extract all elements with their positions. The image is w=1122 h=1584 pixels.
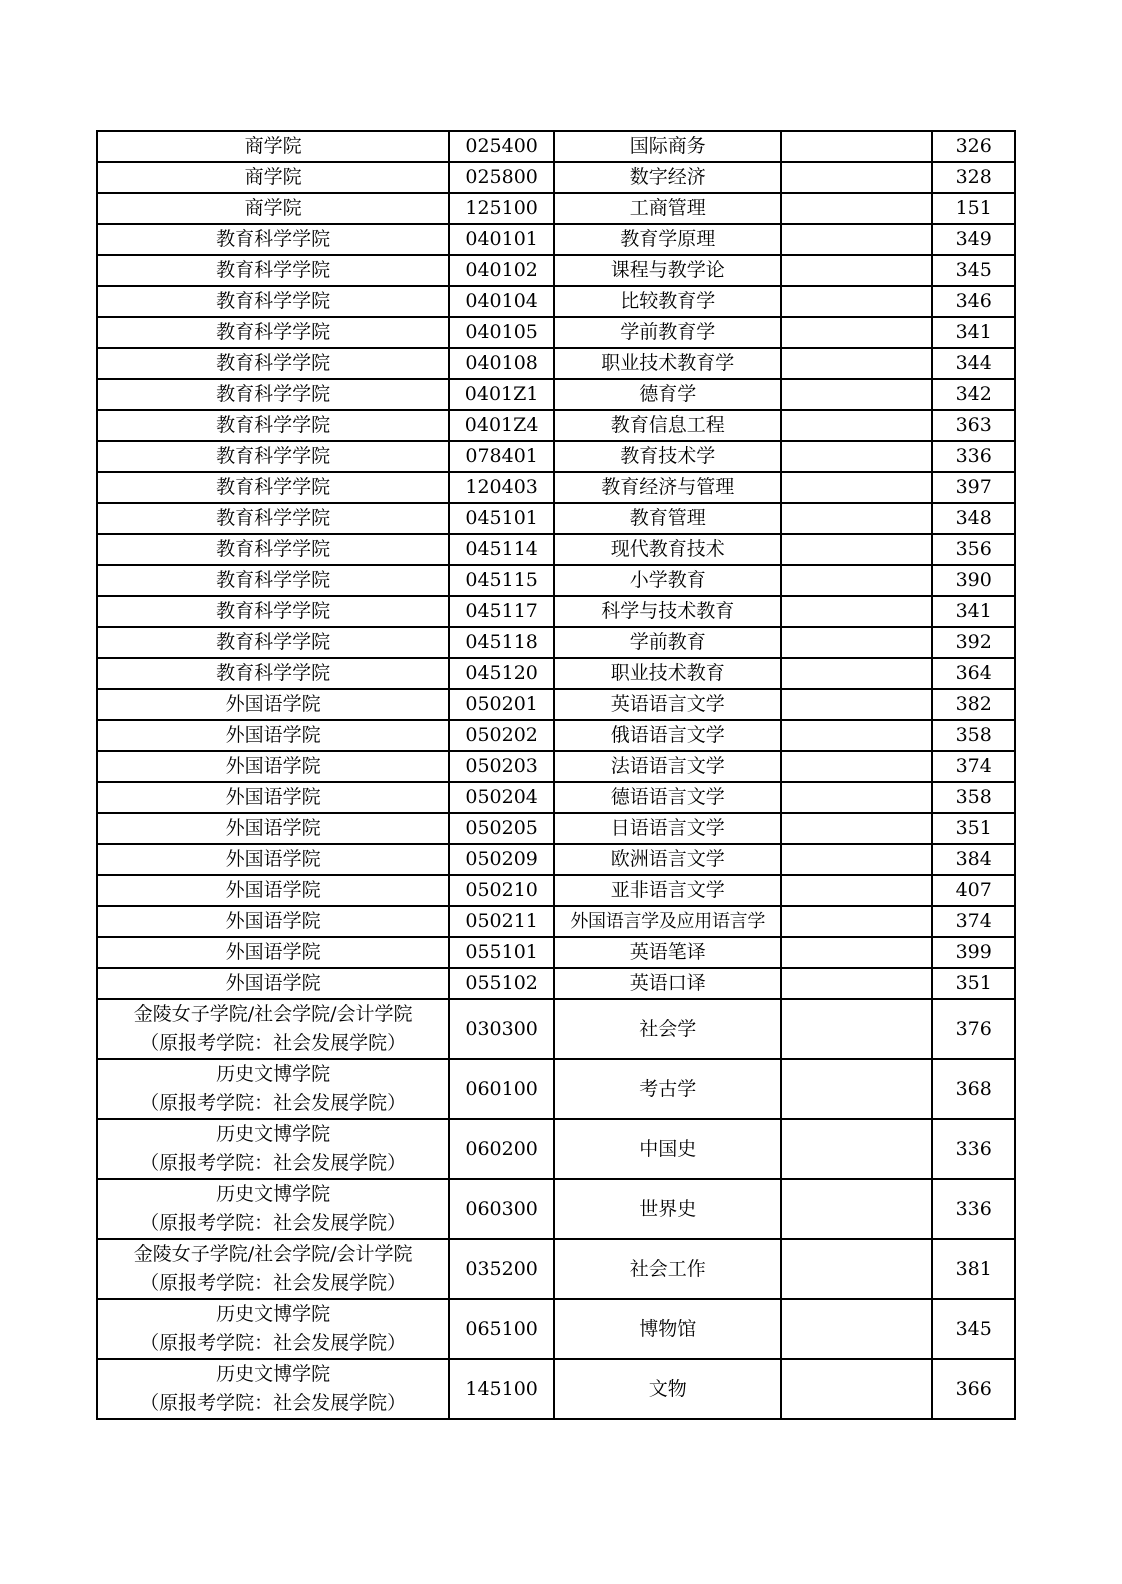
table-row (97, 565, 1015, 596)
major-code-cell: 050210 (449, 875, 554, 906)
college-cell (97, 813, 449, 844)
table-row (97, 844, 1015, 875)
table-row (97, 317, 1015, 348)
college-cell (97, 317, 449, 348)
research-direction-cell (781, 813, 932, 844)
research-direction-cell (781, 1179, 932, 1239)
college-cell (97, 286, 449, 317)
major-code-cell: 050201 (449, 689, 554, 720)
college-name-line: （原报考学院：社会发展学院） (140, 1092, 407, 1114)
research-direction-cell (781, 255, 932, 286)
score-cell: 382 (932, 689, 1015, 720)
college-name-line: 商学院 (244, 197, 302, 219)
college-name-line: 外国语学院 (225, 693, 321, 715)
major-name-cell: 英语笔译 (554, 937, 781, 968)
research-direction-cell (781, 875, 932, 906)
research-direction-cell (781, 689, 932, 720)
college-name-line: 历史文博学院 (216, 1303, 331, 1325)
college-name-line: 教育科学学院 (216, 228, 331, 250)
college-cell (97, 410, 449, 441)
score-cell: 346 (932, 286, 1015, 317)
major-name-cell: 工商管理 (554, 193, 781, 224)
college-name-line: 教育科学学院 (216, 600, 331, 622)
college-name-line: 外国语学院 (225, 941, 321, 963)
major-name-cell: 法语语言文学 (554, 751, 781, 782)
college-name-line: 教育科学学院 (216, 383, 331, 405)
major-code-cell: 035200 (449, 1239, 554, 1299)
major-name-cell: 德育学 (554, 379, 781, 410)
table-row (97, 627, 1015, 658)
major-name-cell: 教育技术学 (554, 441, 781, 472)
score-cell: 397 (932, 472, 1015, 503)
research-direction-cell (781, 472, 932, 503)
research-direction-cell (781, 348, 932, 379)
score-cell: 341 (932, 317, 1015, 348)
major-code-cell: 050202 (449, 720, 554, 751)
college-cell (97, 596, 449, 627)
table-row (97, 503, 1015, 534)
major-code-cell: 050209 (449, 844, 554, 875)
major-name-cell: 日语语言文学 (554, 813, 781, 844)
table-row (97, 131, 1015, 162)
major-code-cell: 0401Z4 (449, 410, 554, 441)
table-row (97, 875, 1015, 906)
score-cell: 151 (932, 193, 1015, 224)
score-cell: 384 (932, 844, 1015, 875)
major-name-cell: 数字经济 (554, 162, 781, 193)
research-direction-cell (781, 565, 932, 596)
college-name-line: 外国语学院 (225, 786, 321, 808)
college-cell (97, 658, 449, 689)
major-code-cell: 025400 (449, 131, 554, 162)
table-row (97, 1179, 1015, 1239)
table-row (97, 1239, 1015, 1299)
score-cell: 399 (932, 937, 1015, 968)
college-cell (97, 720, 449, 751)
table-row (97, 255, 1015, 286)
table-row (97, 906, 1015, 937)
major-name-cell: 教育经济与管理 (554, 472, 781, 503)
major-name-cell: 英语口译 (554, 968, 781, 999)
major-name-cell: 世界史 (554, 1179, 781, 1239)
major-name-cell: 社会学 (554, 999, 781, 1059)
college-cell (97, 844, 449, 875)
major-code-cell: 125100 (449, 193, 554, 224)
research-direction-cell (781, 627, 932, 658)
college-cell (97, 193, 449, 224)
score-cell: 376 (932, 999, 1015, 1059)
table-body (97, 131, 1015, 1419)
major-code-cell: 045115 (449, 565, 554, 596)
college-name-line: 教育科学学院 (216, 414, 331, 436)
table-row (97, 348, 1015, 379)
research-direction-cell (781, 503, 932, 534)
college-cell (97, 472, 449, 503)
table-row (97, 1119, 1015, 1179)
college-cell (97, 937, 449, 968)
table-row (97, 751, 1015, 782)
table-row (97, 441, 1015, 472)
score-cell: 349 (932, 224, 1015, 255)
college-name-line: （原报考学院：社会发展学院） (140, 1212, 407, 1234)
table-row (97, 1359, 1015, 1419)
college-name-line: 教育科学学院 (216, 476, 331, 498)
table-row (97, 782, 1015, 813)
score-cell: 328 (932, 162, 1015, 193)
table-row (97, 534, 1015, 565)
table-row (97, 720, 1015, 751)
score-cell: 351 (932, 968, 1015, 999)
table-row (97, 193, 1015, 224)
major-name-cell: 比较教育学 (554, 286, 781, 317)
major-name-cell: 外国语言学及应用语言学 (554, 906, 781, 937)
score-cell: 363 (932, 410, 1015, 441)
college-name-line: 教育科学学院 (216, 538, 331, 560)
college-cell (97, 1119, 449, 1179)
college-name-line: 外国语学院 (225, 724, 321, 746)
major-name-cell: 科学与技术教育 (554, 596, 781, 627)
college-name-line: 教育科学学院 (216, 662, 331, 684)
research-direction-cell (781, 317, 932, 348)
major-name-cell: 俄语语言文学 (554, 720, 781, 751)
score-cell: 345 (932, 255, 1015, 286)
college-name-line: （原报考学院：社会发展学院） (140, 1152, 407, 1174)
score-cell: 336 (932, 441, 1015, 472)
major-code-cell: 060200 (449, 1119, 554, 1179)
major-code-cell: 0401Z1 (449, 379, 554, 410)
major-code-cell: 045120 (449, 658, 554, 689)
major-name-cell: 国际商务 (554, 131, 781, 162)
major-code-cell: 050203 (449, 751, 554, 782)
college-name-line: 历史文博学院 (216, 1363, 331, 1385)
research-direction-cell (781, 596, 932, 627)
major-code-cell: 050204 (449, 782, 554, 813)
major-name-cell: 文物 (554, 1359, 781, 1419)
major-code-cell: 050205 (449, 813, 554, 844)
major-name-cell: 欧洲语言文学 (554, 844, 781, 875)
table-row (97, 999, 1015, 1059)
college-name-line: 历史文博学院 (216, 1063, 331, 1085)
college-cell (97, 782, 449, 813)
major-code-cell: 120403 (449, 472, 554, 503)
major-name-cell: 英语语言文学 (554, 689, 781, 720)
score-cell: 392 (932, 627, 1015, 658)
college-name-line: 教育科学学院 (216, 569, 331, 591)
table-row (97, 224, 1015, 255)
college-name-line: 外国语学院 (225, 972, 321, 994)
research-direction-cell (781, 658, 932, 689)
score-cell: 356 (932, 534, 1015, 565)
table-row (97, 968, 1015, 999)
major-code-cell: 040104 (449, 286, 554, 317)
research-direction-cell (781, 1059, 932, 1119)
research-direction-cell (781, 131, 932, 162)
research-direction-cell (781, 286, 932, 317)
major-code-cell: 040101 (449, 224, 554, 255)
score-table (96, 130, 1016, 1420)
score-cell: 366 (932, 1359, 1015, 1419)
table-row (97, 813, 1015, 844)
major-code-cell: 055102 (449, 968, 554, 999)
college-name-line: 金陵女子学院/社会学院/会计学院 (133, 1003, 413, 1025)
major-name-cell: 中国史 (554, 1119, 781, 1179)
score-cell: 336 (932, 1179, 1015, 1239)
college-cell (97, 131, 449, 162)
major-name-cell: 课程与教学论 (554, 255, 781, 286)
college-cell (97, 224, 449, 255)
research-direction-cell (781, 782, 932, 813)
college-name-line: 外国语学院 (225, 755, 321, 777)
research-direction-cell (781, 224, 932, 255)
major-name-cell: 德语语言文学 (554, 782, 781, 813)
research-direction-cell (781, 720, 932, 751)
research-direction-cell (781, 193, 932, 224)
major-name-cell: 学前教育 (554, 627, 781, 658)
score-cell: 341 (932, 596, 1015, 627)
research-direction-cell (781, 534, 932, 565)
college-name-line: （原报考学院：社会发展学院） (140, 1032, 407, 1054)
major-code-cell: 045101 (449, 503, 554, 534)
score-cell: 345 (932, 1299, 1015, 1359)
table-row (97, 162, 1015, 193)
college-cell (97, 968, 449, 999)
major-name-cell: 学前教育学 (554, 317, 781, 348)
major-name-cell: 现代教育技术 (554, 534, 781, 565)
college-cell (97, 875, 449, 906)
major-code-cell: 145100 (449, 1359, 554, 1419)
college-name-line: 教育科学学院 (216, 259, 331, 281)
major-code-cell: 045114 (449, 534, 554, 565)
research-direction-cell (781, 1359, 932, 1419)
major-code-cell: 040108 (449, 348, 554, 379)
major-name-cell: 职业技术教育学 (554, 348, 781, 379)
major-code-cell: 078401 (449, 441, 554, 472)
college-name-line: （原报考学院：社会发展学院） (140, 1332, 407, 1354)
research-direction-cell (781, 937, 932, 968)
research-direction-cell (781, 1239, 932, 1299)
major-code-cell: 030300 (449, 999, 554, 1059)
college-cell (97, 627, 449, 658)
college-cell (97, 565, 449, 596)
research-direction-cell (781, 441, 932, 472)
score-cell: 336 (932, 1119, 1015, 1179)
college-name-line: 历史文博学院 (216, 1123, 331, 1145)
score-cell: 364 (932, 658, 1015, 689)
college-cell (97, 999, 449, 1059)
table-row (97, 658, 1015, 689)
college-name-line: 教育科学学院 (216, 507, 331, 529)
college-name-line: 外国语学院 (225, 848, 321, 870)
major-code-cell: 045118 (449, 627, 554, 658)
score-cell: 342 (932, 379, 1015, 410)
research-direction-cell (781, 906, 932, 937)
score-cell: 348 (932, 503, 1015, 534)
major-name-cell: 亚非语言文学 (554, 875, 781, 906)
major-name-cell: 教育信息工程 (554, 410, 781, 441)
college-name-line: 金陵女子学院/社会学院/会计学院 (133, 1243, 413, 1265)
college-cell (97, 906, 449, 937)
college-name-line: 教育科学学院 (216, 321, 331, 343)
college-name-line: 教育科学学院 (216, 445, 331, 467)
college-cell (97, 441, 449, 472)
major-code-cell: 055101 (449, 937, 554, 968)
score-cell: 381 (932, 1239, 1015, 1299)
major-code-cell: 065100 (449, 1299, 554, 1359)
major-name-cell: 考古学 (554, 1059, 781, 1119)
major-name-cell: 职业技术教育 (554, 658, 781, 689)
table-row (97, 472, 1015, 503)
table-row (97, 1299, 1015, 1359)
major-name-cell: 社会工作 (554, 1239, 781, 1299)
college-cell (97, 1059, 449, 1119)
research-direction-cell (781, 379, 932, 410)
score-cell: 351 (932, 813, 1015, 844)
score-cell: 374 (932, 906, 1015, 937)
research-direction-cell (781, 968, 932, 999)
table-row (97, 286, 1015, 317)
college-name-line: 外国语学院 (225, 879, 321, 901)
major-name-cell: 教育管理 (554, 503, 781, 534)
college-name-line: 教育科学学院 (216, 352, 331, 374)
college-name-line: （原报考学院：社会发展学院） (140, 1392, 407, 1414)
table-row (97, 937, 1015, 968)
score-cell: 368 (932, 1059, 1015, 1119)
research-direction-cell (781, 1119, 932, 1179)
major-code-cell: 040102 (449, 255, 554, 286)
major-code-cell: 040105 (449, 317, 554, 348)
college-name-line: 教育科学学院 (216, 290, 331, 312)
research-direction-cell (781, 410, 932, 441)
table-row (97, 379, 1015, 410)
college-cell (97, 1299, 449, 1359)
major-code-cell: 025800 (449, 162, 554, 193)
table-row (97, 410, 1015, 441)
college-cell (97, 348, 449, 379)
major-code-cell: 060100 (449, 1059, 554, 1119)
table-row (97, 689, 1015, 720)
college-name-line: 商学院 (244, 135, 302, 157)
college-name-line: 历史文博学院 (216, 1183, 331, 1205)
research-direction-cell (781, 751, 932, 782)
major-name-cell: 教育学原理 (554, 224, 781, 255)
research-direction-cell (781, 162, 932, 193)
research-direction-cell (781, 999, 932, 1059)
major-code-cell: 060300 (449, 1179, 554, 1239)
score-cell: 407 (932, 875, 1015, 906)
table-row (97, 596, 1015, 627)
college-name-line: （原报考学院：社会发展学院） (140, 1272, 407, 1294)
major-name-cell: 小学教育 (554, 565, 781, 596)
college-name-line: 外国语学院 (225, 910, 321, 932)
major-code-cell: 050211 (449, 906, 554, 937)
college-cell (97, 1239, 449, 1299)
college-cell (97, 689, 449, 720)
college-name-line: 教育科学学院 (216, 631, 331, 653)
major-code-cell: 045117 (449, 596, 554, 627)
score-cell: 374 (932, 751, 1015, 782)
score-cell: 358 (932, 720, 1015, 751)
college-cell (97, 534, 449, 565)
score-cell: 390 (932, 565, 1015, 596)
college-name-line: 商学院 (244, 166, 302, 188)
major-name-cell: 博物馆 (554, 1299, 781, 1359)
college-cell (97, 255, 449, 286)
college-cell (97, 1179, 449, 1239)
college-cell (97, 379, 449, 410)
college-cell (97, 1359, 449, 1419)
score-cell: 358 (932, 782, 1015, 813)
research-direction-cell (781, 844, 932, 875)
research-direction-cell (781, 1299, 932, 1359)
college-cell (97, 751, 449, 782)
score-cell: 326 (932, 131, 1015, 162)
table-row (97, 1059, 1015, 1119)
college-cell (97, 503, 449, 534)
college-name-line: 外国语学院 (225, 817, 321, 839)
score-cell: 344 (932, 348, 1015, 379)
college-cell (97, 162, 449, 193)
